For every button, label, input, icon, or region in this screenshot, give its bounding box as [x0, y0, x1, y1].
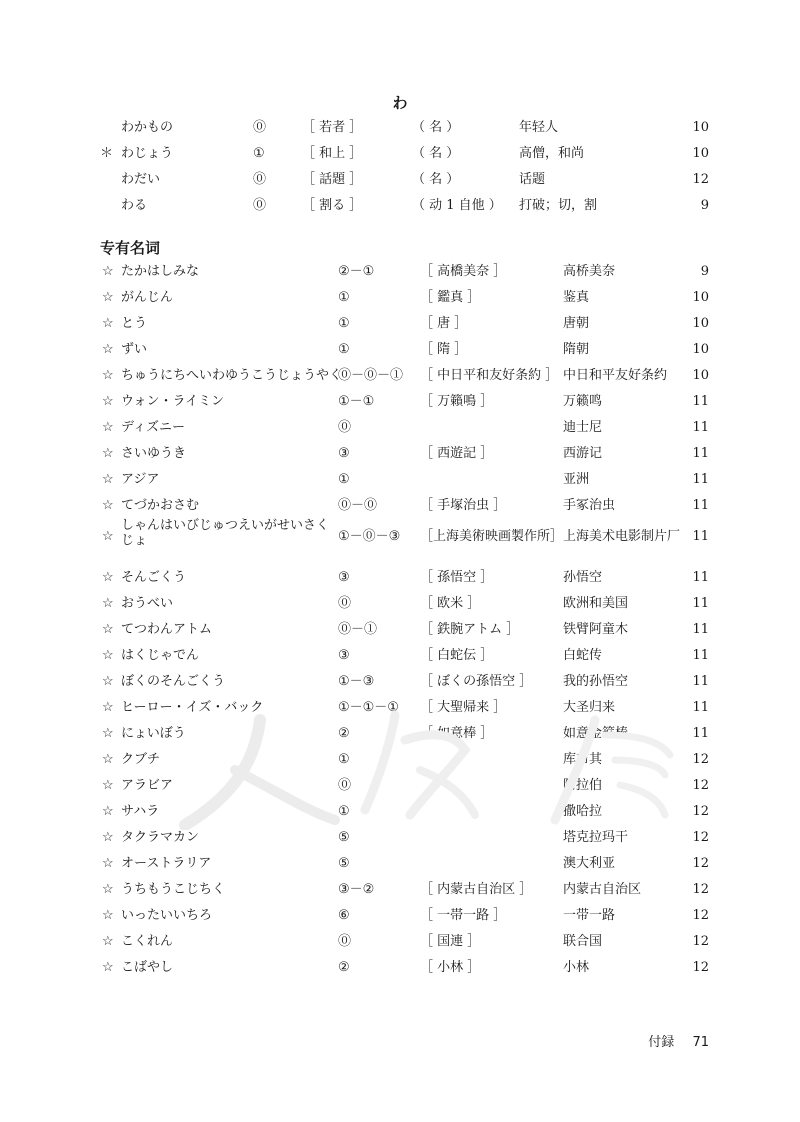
- entry-star: ☆: [102, 778, 114, 793]
- entry-lesson-number: 11: [692, 570, 709, 585]
- entry-mark: ＊: [100, 146, 114, 161]
- entry-word: わる: [121, 198, 148, 213]
- entry-word: たかはしみな: [121, 264, 200, 279]
- entry-meaning: 我的孙悟空: [563, 674, 629, 689]
- entry-word: ちゅうにちへいわゆうこうじょうやく: [121, 368, 343, 383]
- entry-meaning: 白蛇传: [563, 648, 603, 663]
- entry-meaning: 阿拉伯: [563, 778, 603, 793]
- entry-accent: ②: [338, 960, 350, 975]
- entry-lesson-number: 9: [700, 264, 709, 279]
- entry-lesson-number: 11: [692, 648, 709, 663]
- entry-star: ☆: [102, 446, 114, 461]
- entry-accent: ①－①－①: [338, 700, 399, 715]
- entry-star: ☆: [102, 830, 114, 845]
- proper-nouns-heading: 专有名词: [100, 239, 161, 257]
- entry-lesson-number: 11: [692, 529, 709, 544]
- entry-word: うちもうこじちく: [121, 882, 226, 897]
- entry-lesson-number: 12: [692, 830, 709, 845]
- entry-kanji: ［ 手塚治虫 ］: [420, 498, 507, 513]
- entry-word: わだい: [121, 172, 161, 187]
- entry-word: アラビア: [121, 778, 174, 793]
- entry-accent: ⓪: [253, 198, 267, 213]
- entry-word: こばやし: [121, 960, 174, 975]
- entry-word: さいゆうき: [121, 446, 187, 461]
- entry-kanji: ［上海美術映画製作所］: [420, 529, 564, 544]
- entry-star: ☆: [102, 908, 114, 923]
- entry-kanji: ［ 国連 ］: [420, 934, 481, 949]
- entry-word: しゃんはいびじゅつえいがせいさくじょ: [121, 518, 330, 548]
- entry-star: ☆: [102, 264, 114, 279]
- entry-word: とう: [121, 316, 148, 331]
- footer-section-label: 付録: [648, 1035, 675, 1050]
- entry-lesson-number: 10: [692, 342, 709, 357]
- entry-part-of-speech: （ 名 ）: [412, 146, 460, 161]
- entry-accent: ③: [338, 446, 350, 461]
- entry-accent: ①－⓪－③: [338, 529, 401, 544]
- page-footer: [648, 1031, 709, 1050]
- entry-accent: ①: [253, 146, 265, 161]
- entry-star: ☆: [102, 316, 114, 331]
- entry-accent: ⓪: [338, 420, 352, 435]
- entry-lesson-number: 12: [692, 804, 709, 819]
- entry-kanji: ［ ぼくの孫悟空 ］: [420, 674, 533, 689]
- entry-accent: ①－③: [338, 674, 375, 689]
- entry-kanji: ［ 白蛇伝 ］: [420, 648, 494, 663]
- entry-part-of-speech: （ 动 1 自他 ）: [412, 198, 502, 213]
- entry-word: ヒーロー・イズ・バック: [121, 700, 264, 715]
- entry-meaning: 欧洲和美国: [563, 596, 629, 611]
- entry-lesson-number: 11: [692, 498, 709, 513]
- watermark-graphic: [165, 700, 685, 830]
- entry-lesson-number: 11: [692, 726, 709, 741]
- entry-word: オーストラリア: [121, 856, 212, 871]
- entry-word: こくれん: [121, 934, 174, 949]
- entry-meaning: 澳大利亚: [563, 856, 616, 871]
- entry-meaning: 高桥美奈: [563, 264, 616, 279]
- entry-kanji: ［ 大聖帰来 ］: [420, 700, 507, 715]
- entry-star: ☆: [102, 570, 114, 585]
- entry-meaning: 手冢治虫: [563, 498, 616, 513]
- entry-word: てづかおさむ: [121, 498, 200, 513]
- entry-star: ☆: [102, 804, 114, 819]
- entry-meaning: 小林: [563, 960, 590, 975]
- entry-star: ☆: [102, 622, 114, 637]
- entry-word: アジア: [121, 472, 160, 487]
- entry-accent: ⑤: [338, 830, 350, 845]
- entry-meaning: 打破；切，割: [519, 198, 598, 213]
- entry-kanji: ［ 如意棒 ］: [420, 726, 494, 741]
- page-number: 71: [692, 1035, 709, 1050]
- entry-meaning: 万籁鸣: [563, 394, 603, 409]
- entry-meaning: 西游记: [563, 446, 603, 461]
- entry-meaning: 如意金箍棒: [563, 726, 629, 741]
- entry-meaning: 中日和平友好条约: [563, 368, 668, 383]
- entry-accent: ⓪: [253, 120, 267, 135]
- entry-star: ☆: [102, 420, 114, 435]
- entry-lesson-number: 12: [692, 172, 709, 187]
- entry-kanji: ［ 西遊記 ］: [420, 446, 494, 461]
- entry-star: ☆: [102, 648, 114, 663]
- entry-lesson-number: 12: [692, 960, 709, 975]
- entry-accent: ⓪－⓪: [338, 498, 378, 513]
- entry-meaning: 大圣归来: [563, 700, 616, 715]
- entry-meaning: 孙悟空: [563, 570, 603, 585]
- entry-kanji: ［ 話題 ］: [302, 172, 363, 187]
- entry-accent: ①: [338, 316, 350, 331]
- entry-accent: ③－②: [338, 882, 375, 897]
- entry-lesson-number: 12: [692, 856, 709, 871]
- entry-accent: ③: [338, 648, 350, 663]
- entry-word: わじょう: [121, 146, 174, 161]
- entry-accent: ⓪－⓪－①: [338, 368, 404, 383]
- entry-star: ☆: [102, 674, 114, 689]
- entry-lesson-number: 10: [692, 368, 709, 383]
- entry-accent: ⓪－①: [338, 622, 378, 637]
- entry-accent: ⓪: [253, 172, 267, 187]
- entry-accent: ②－①: [338, 264, 375, 279]
- entry-lesson-number: 11: [692, 394, 709, 409]
- entry-lesson-number: 12: [692, 934, 709, 949]
- entry-kanji: ［ 一帯一路 ］: [420, 908, 507, 923]
- entry-accent: ①: [338, 804, 350, 819]
- entry-star: ☆: [102, 498, 114, 513]
- entry-star: ☆: [102, 529, 114, 544]
- entry-accent: ⓪: [338, 596, 352, 611]
- entry-meaning: 高僧，和尚: [519, 146, 585, 161]
- entry-kanji: ［ 孫悟空 ］: [420, 570, 494, 585]
- entry-kanji: ［ 万籟鳴 ］: [420, 394, 494, 409]
- entry-accent: ①: [338, 342, 350, 357]
- entry-lesson-number: 11: [692, 622, 709, 637]
- entry-kanji: ［ 鉄腕アトム ］: [420, 622, 520, 637]
- entry-meaning: 鉴真: [563, 290, 590, 305]
- entry-meaning: 一带一路: [563, 908, 616, 923]
- entry-word: タクラマカン: [121, 830, 200, 845]
- entry-meaning: 撒哈拉: [563, 804, 603, 819]
- entry-accent: ①: [338, 472, 350, 487]
- entry-accent: ①－①: [338, 394, 375, 409]
- entry-part-of-speech: （ 名 ）: [412, 172, 460, 187]
- entry-star: ☆: [102, 596, 114, 611]
- entry-word: ずい: [121, 342, 148, 357]
- entry-accent: ⓪: [338, 778, 352, 793]
- entry-lesson-number: 12: [692, 882, 709, 897]
- entry-kanji: ［ 和上 ］: [302, 146, 363, 161]
- entry-word: ウォン・ライミン: [121, 394, 225, 409]
- entry-star: ☆: [102, 368, 114, 383]
- entry-meaning: 联合国: [563, 934, 603, 949]
- entry-meaning: 铁臂阿童木: [563, 622, 629, 637]
- entry-word: ぼくのそんごくう: [121, 674, 226, 689]
- entry-star: ☆: [102, 934, 114, 949]
- entry-star: ☆: [102, 882, 114, 897]
- entry-meaning: 唐朝: [563, 316, 590, 331]
- entry-star: ☆: [102, 472, 114, 487]
- entry-star: ☆: [102, 394, 114, 409]
- entry-lesson-number: 10: [692, 146, 709, 161]
- entry-word: てつわんアトム: [121, 622, 213, 637]
- entry-star: ☆: [102, 342, 114, 357]
- entry-word: はくじゃでん: [121, 648, 200, 663]
- entry-word: にょいぼう: [121, 726, 186, 741]
- entry-meaning: 上海美术电影制片厂: [563, 529, 681, 544]
- entry-kanji: ［ 鑑真 ］: [420, 290, 481, 305]
- entry-lesson-number: 12: [692, 752, 709, 767]
- entry-kanji: ［ 欧米 ］: [420, 596, 481, 611]
- entry-kanji: ［ 割る ］: [302, 198, 363, 213]
- entry-meaning: 年轻人: [519, 120, 559, 135]
- entry-word: ディズニー: [121, 420, 185, 435]
- entry-star: ☆: [102, 726, 114, 741]
- entry-lesson-number: 11: [692, 446, 709, 461]
- entry-word: クブチ: [121, 752, 161, 767]
- entry-word: いったいいちろ: [121, 908, 213, 923]
- entry-lesson-number: 12: [692, 908, 709, 923]
- entry-part-of-speech: （ 名 ）: [412, 120, 460, 135]
- entry-lesson-number: 11: [692, 674, 709, 689]
- entry-accent: ①: [338, 290, 350, 305]
- entry-meaning: 库布其: [563, 752, 603, 767]
- entry-meaning: 隋朝: [563, 342, 590, 357]
- entry-kanji: ［ 小林 ］: [420, 960, 481, 975]
- entry-kanji: ［ 若者 ］: [302, 120, 363, 135]
- section-kana-heading: わ: [392, 94, 408, 112]
- entry-kanji: ［ 唐 ］: [420, 316, 468, 331]
- entry-accent: ③: [338, 570, 350, 585]
- entry-lesson-number: 12: [692, 778, 709, 793]
- entry-star: ☆: [102, 700, 114, 715]
- entry-lesson-number: 10: [692, 290, 709, 305]
- entry-word: そんごくう: [121, 570, 187, 585]
- entry-lesson-number: 10: [692, 316, 709, 331]
- entry-kanji: ［ 隋 ］: [420, 342, 468, 357]
- entry-meaning: 话题: [519, 172, 546, 187]
- entry-star: ☆: [102, 960, 114, 975]
- entry-lesson-number: 9: [700, 198, 709, 213]
- entry-accent: ⑤: [338, 856, 350, 871]
- entry-lesson-number: 11: [692, 596, 709, 611]
- entry-meaning: 塔克拉玛干: [563, 830, 629, 845]
- entry-word: サハラ: [121, 804, 160, 819]
- entry-meaning: 亚洲: [563, 472, 590, 487]
- entry-word: わかもの: [121, 120, 174, 135]
- entry-star: ☆: [102, 290, 114, 305]
- entry-accent: ②: [338, 726, 350, 741]
- entry-star: ☆: [102, 752, 114, 767]
- entry-word: がんじん: [121, 290, 174, 305]
- entry-meaning: 迪士尼: [563, 420, 603, 435]
- entry-accent: ⑥: [338, 908, 350, 923]
- entry-lesson-number: 11: [692, 420, 709, 435]
- entry-star: ☆: [102, 856, 114, 871]
- entry-kanji: ［ 高橋美奈 ］: [420, 264, 507, 279]
- entry-accent: ⓪: [338, 934, 352, 949]
- entry-kanji: ［ 中日平和友好条約 ］: [420, 368, 559, 383]
- entry-lesson-number: 11: [692, 472, 709, 487]
- entry-kanji: ［ 内蒙古自治区 ］: [420, 882, 533, 897]
- entry-meaning: 内蒙古自治区: [563, 882, 642, 897]
- entry-word: おうべい: [121, 596, 174, 611]
- entry-accent: ①: [338, 752, 350, 767]
- entry-lesson-number: 10: [692, 120, 709, 135]
- entry-lesson-number: 11: [692, 700, 709, 715]
